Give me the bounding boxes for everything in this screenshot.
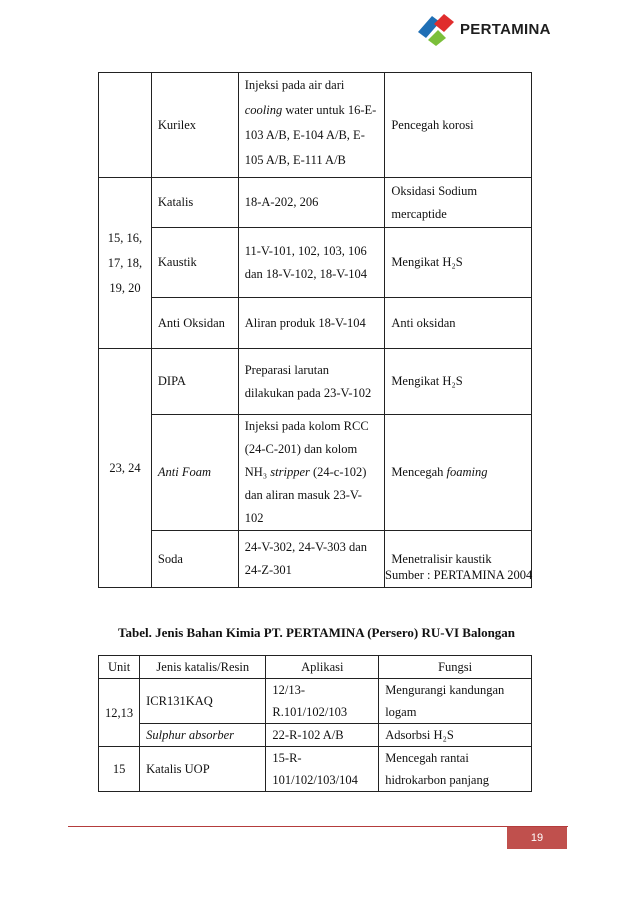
table-row	[99, 178, 532, 228]
bahan-cell: Anti Oksidan	[151, 298, 238, 349]
table-row	[99, 228, 532, 298]
table-row	[99, 298, 532, 349]
table-row	[99, 679, 532, 724]
fungsi-cell: Adsorbsi H₂S	[379, 724, 532, 747]
fungsi-cell: Mencegah rantai hidrokarbon panjang	[379, 747, 532, 792]
fungsi-cell: Pencegah korosi	[385, 73, 532, 178]
bahan-cell: Kaustik	[151, 228, 238, 298]
chemicals-table-continued	[98, 72, 532, 588]
page-number: 19	[507, 827, 567, 849]
header-fungsi: Fungsi	[379, 656, 532, 679]
table-row	[99, 747, 532, 792]
header-unit: Unit	[99, 656, 140, 679]
lokasi-cell: Aliran produk 18-V-104	[238, 298, 385, 349]
header-jenis: Jenis katalis/Resin	[140, 656, 266, 679]
lokasi-cell: 11-V-101, 102, 103, 106 dan 18-V-102, 18-V-104	[238, 228, 385, 298]
lokasi-cell: 18-A-202, 206	[238, 178, 385, 228]
table-row	[99, 415, 532, 531]
bahan-cell: Kurilex	[151, 73, 238, 178]
aplikasi-cell: 22-R-102 A/B	[266, 724, 379, 747]
header-aplikasi: Aplikasi	[266, 656, 379, 679]
footer-divider	[68, 826, 568, 827]
bahan-cell: DIPA	[151, 349, 238, 415]
pertamina-logo	[414, 12, 550, 48]
fungsi-cell: Menetralisir kaustik	[385, 531, 532, 588]
bahan-cell: Katalis	[151, 178, 238, 228]
unit-cell	[99, 73, 152, 178]
brand-name: PERTAMINA	[460, 21, 551, 38]
table-row	[99, 724, 532, 747]
lokasi-cell: Preparasi larutan dilakukan pada 23-V-102	[238, 349, 385, 415]
table-source: Sumber : PERTAMINA 2004	[385, 568, 533, 582]
table-caption: Tabel. Jenis Bahan Kimia PT. PERTAMINA (Persero) RU-VI Balongan	[118, 625, 516, 640]
aplikasi-cell: 15-R-101/102/103/104	[266, 747, 379, 792]
fungsi-cell: Anti oksidan	[385, 298, 532, 349]
lokasi-cell: Injeksi pada kolom RCC (24-C-201) dan kolom NH₃ stripper (24-c-102) dan aliran masuk 23-V-102	[238, 415, 385, 531]
fungsi-cell: Mengikat H₂S	[385, 228, 532, 298]
fungsi-cell: Mencegah foaming	[385, 415, 532, 531]
bahan-cell: Soda	[151, 531, 238, 588]
lokasi-cell: Injeksi pada air dari cooling water untuk 16-E-103 A/B, E-104 A/B, E-105 A/B, E-111 A/B	[238, 73, 385, 178]
bahan-cell: Anti Foam	[151, 415, 238, 531]
jenis-cell: Katalis UOP	[140, 747, 266, 792]
table-row	[99, 73, 532, 178]
jenis-cell: Sulphur absorber	[140, 724, 266, 747]
fungsi-cell: Mengikat H₂S	[385, 349, 532, 415]
unit-cell: 15	[99, 747, 140, 792]
catalyst-table	[98, 655, 532, 792]
table-row	[99, 349, 532, 415]
table-header-row	[99, 656, 532, 679]
unit-cell: 12,13	[99, 679, 140, 747]
unit-cell: 15, 16, 17, 18, 19, 20	[99, 178, 152, 349]
lokasi-cell: 24-V-302, 24-V-303 dan 24-Z-301	[238, 531, 385, 588]
pertamina-logo-icon	[414, 12, 458, 48]
jenis-cell: ICR131KAQ	[140, 679, 266, 724]
unit-cell: 23, 24	[99, 349, 152, 588]
fungsi-cell: Mengurangi kandungan logam	[379, 679, 532, 724]
aplikasi-cell: 12/13-R.101/102/103	[266, 679, 379, 724]
fungsi-cell: Oksidasi Sodium mercaptide	[385, 178, 532, 228]
